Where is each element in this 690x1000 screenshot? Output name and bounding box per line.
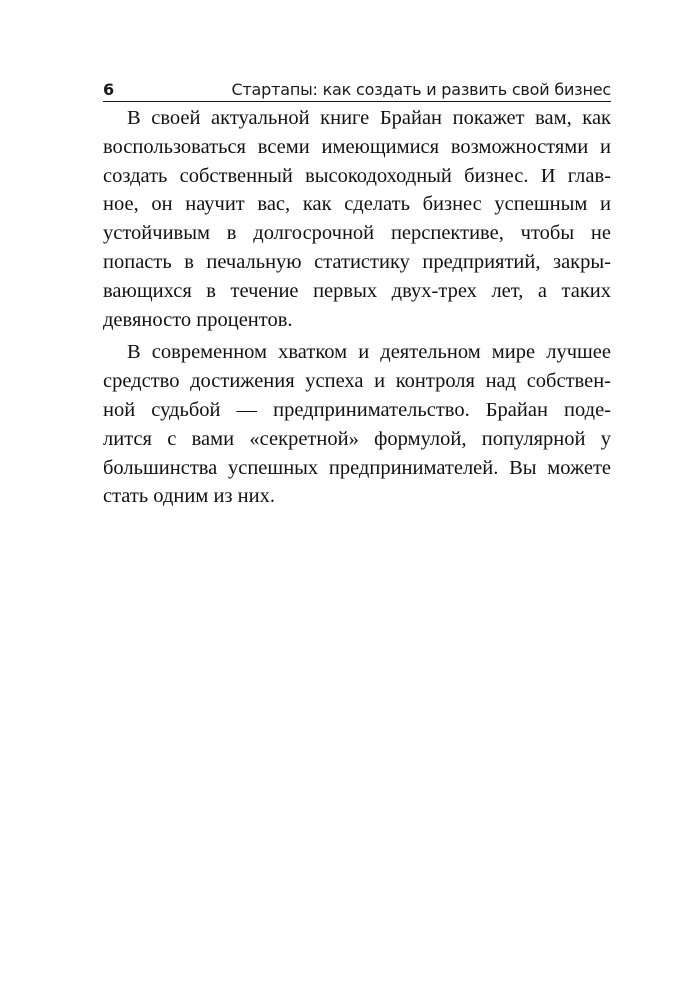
page-number: 6	[103, 80, 115, 99]
running-head	[103, 74, 611, 100]
text-line: создать собственный высокодоходный бизнес. И глав-	[103, 164, 611, 187]
text-line: В своей актуальной книге Брайан покажет вам, как	[127, 107, 611, 129]
text-line: большинства успешных предпринимателей. Вы можете	[103, 456, 611, 479]
text-line: девяносто процентов.	[103, 308, 293, 331]
text-line: средство достижения успеха и контроля над собствен-	[103, 370, 611, 393]
paragraph-1	[103, 104, 611, 334]
text-line: ное, он научит вас, как сделать бизнес успешным и	[103, 193, 611, 216]
text-line: стать одним из них.	[103, 485, 275, 508]
text-line: попасть в печальную статистику предприятий, закры-	[103, 250, 611, 273]
text-line: ной судьбой — предпринимательство. Брайан поде-	[103, 398, 611, 421]
paragraph-2	[103, 338, 611, 511]
text-line: вающихся в течение первых двух-трех лет, а таких	[103, 279, 611, 302]
text-line: В современном хватком и деятельном мире лучшее	[127, 341, 611, 364]
text-line: воспользоваться всеми имеющимися возможностями и	[103, 135, 611, 158]
body-text	[103, 104, 611, 515]
text-line: устойчивым в долгосрочной перспективе, чтобы не	[103, 222, 611, 245]
text-line: лится с вами «секретной» формулой, популярной у	[103, 427, 611, 450]
book-title: Стартапы: как создать и развить свой бизнес	[231, 80, 611, 99]
header-rule	[103, 101, 611, 102]
